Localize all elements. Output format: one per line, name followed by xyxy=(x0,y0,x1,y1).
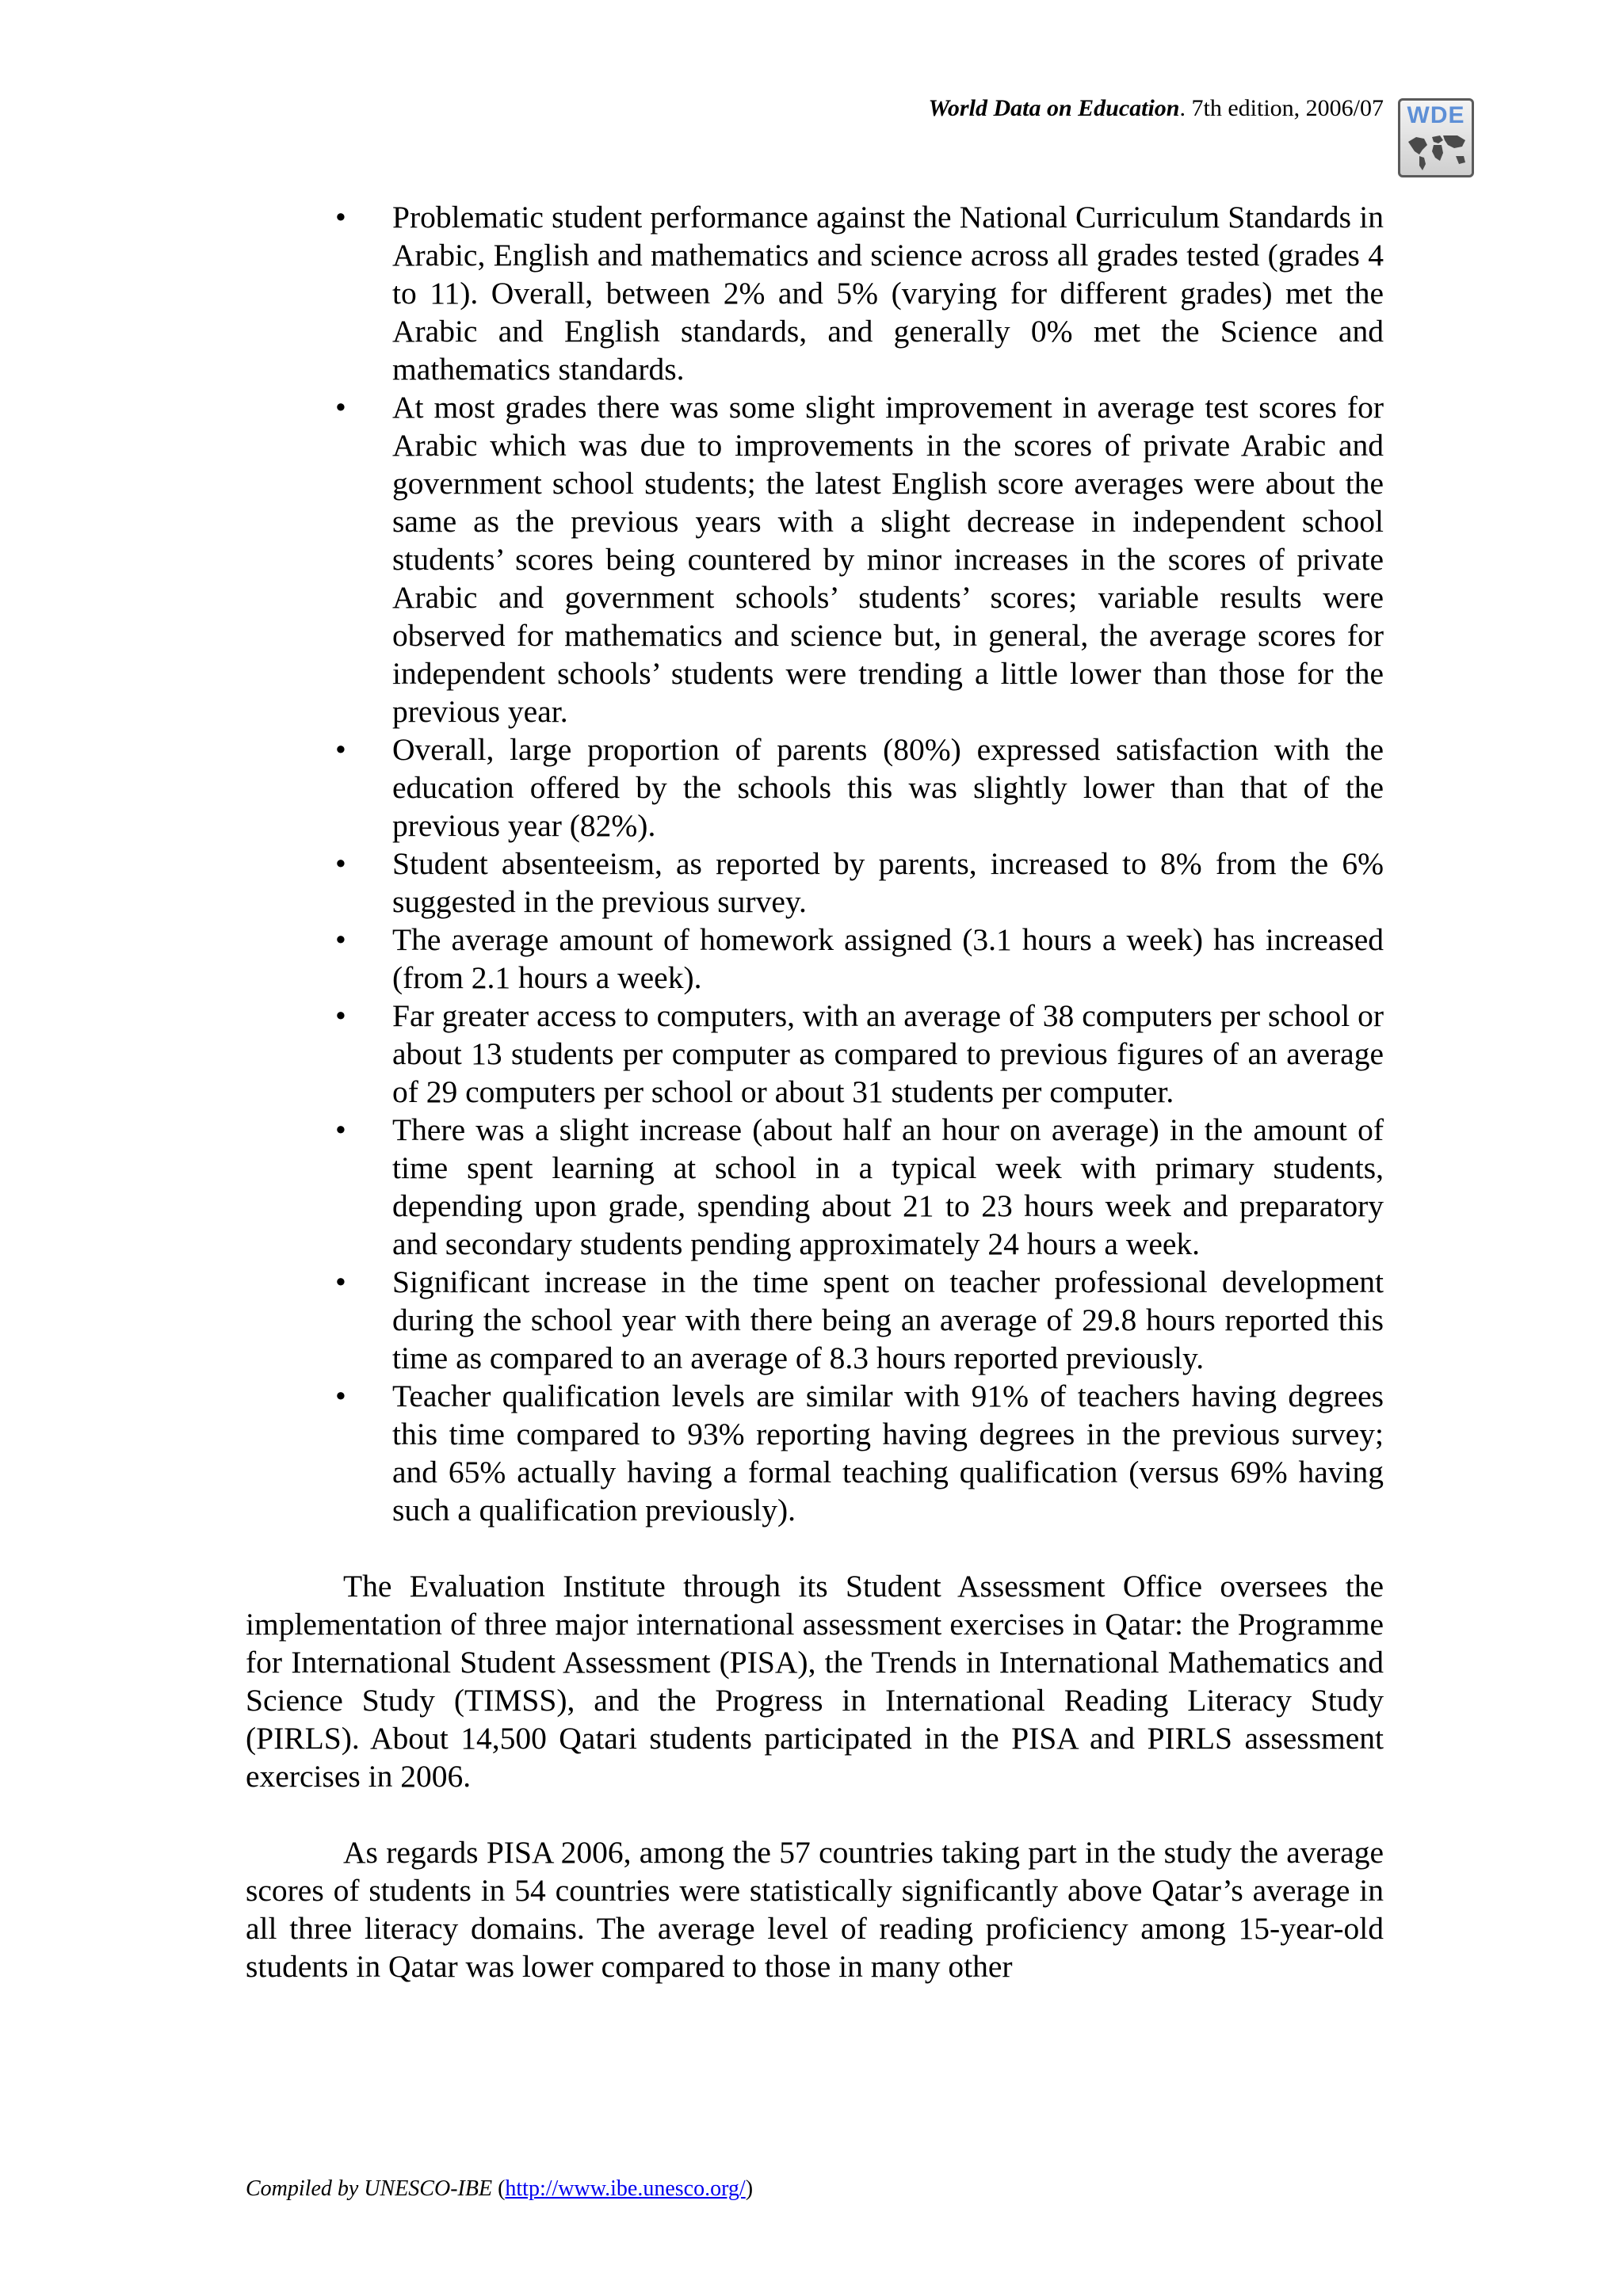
bullet-marker: • xyxy=(335,922,346,957)
bullet-marker: • xyxy=(335,1379,346,1413)
compiled-by-text: Compiled by UNESCO-IBE xyxy=(246,2176,493,2201)
bullet-marker: • xyxy=(335,732,346,767)
publication-title: World Data on Education xyxy=(928,95,1180,121)
logo-text: WDE xyxy=(1407,102,1465,128)
ibe-website-link[interactable]: http://www.ibe.unesco.org/ xyxy=(505,2176,746,2201)
list-item-text: At most grades there was some slight improvement in average test scores for Arabic which was due to improvements in the scores of private Arabic and government school students; the latest English score averages were about the same as the previous years with a slight decrease in independent school students’ scores being countered by minor increases in the scores of private Arabic and government schools’ students’ scores; variable results were observed for mathematics and science but, in general, the average scores for independent schools’ students were trending a little lower than those for the previous year. xyxy=(392,390,1384,729)
list-item-text: Significant increase in the time spent on teacher professional development during the school year with there being an average of 29.8 hours reported this time as compared to an average of 8.3 hours reported previously. xyxy=(392,1264,1384,1375)
paragraph-evaluation-institute: The Evaluation Institute through its Student Assessment Office oversees the implementation of three major international assessment exercises in Qatar: the Programme for International Student Assessment (PISA), the Trends in International Mathematics and Science Study (TIMSS), and the Progress in International Reading Literacy Study (PIRLS). About 14,500 Qatari students participated in the PISA and PIRLS assessment exercises in 2006. xyxy=(246,1569,1384,1794)
list-item-text: Student absenteeism, as reported by parents, increased to 8% from the 6% suggested in the previous survey. xyxy=(392,846,1384,919)
list-item xyxy=(246,921,1384,997)
list-item-text: Overall, large proportion of parents (80%) expressed satisfaction with the education offered by the schools this was slightly lower than that of the previous year (82%). xyxy=(392,732,1384,843)
list-item xyxy=(246,997,1384,1111)
list-item-text: The average amount of homework assigned (3.1 hours a week) has increased (from 2.1 hours a week). xyxy=(392,922,1384,995)
bullet-marker: • xyxy=(335,998,346,1033)
main-content xyxy=(246,198,1384,1985)
list-item-text: Teacher qualification levels are similar with 91% of teachers having degrees this time compared to 93% reporting having degrees in the previous survey; and 65% actually having a formal teaching qualification (versus 69% having such a qualification previously). xyxy=(392,1379,1384,1527)
bullet-marker: • xyxy=(335,390,346,425)
list-item-text: There was a slight increase (about half an hour on average) in the amount of time spent learning at school in a typical week with primary students, depending upon grade, spending about 21 to 23 hours week and preparatory and secondary students pending approximately 24 hours a week. xyxy=(392,1112,1384,1261)
footer-close-paren: ) xyxy=(745,2176,754,2201)
bullet-marker: • xyxy=(335,1264,346,1299)
list-item-text: Far greater access to computers, with an average of 38 computers per school or about 13 students per computer as compared to previous figures of an average of 29 computers per school or about 31 students per computer. xyxy=(392,998,1384,1109)
list-item-text: Problematic student performance against the National Curriculum Standards in Arabic, English and mathematics and science across all grades tested (grades 4 to 11). Overall, between 2% and 5% (varying for different grades) met the Arabic and English standards, and generally 0% met the Science and mathematics standards. xyxy=(392,200,1384,387)
list-item xyxy=(246,845,1384,921)
list-item xyxy=(246,730,1384,845)
list-item xyxy=(246,388,1384,730)
footer-open-paren: ( xyxy=(492,2176,506,2201)
list-item xyxy=(246,198,1384,388)
list-item xyxy=(246,1377,1384,1529)
wde-logo xyxy=(1398,98,1474,177)
page-footer xyxy=(246,2176,753,2203)
findings-list xyxy=(246,198,1384,1529)
world-map-icon xyxy=(1405,131,1468,172)
bullet-marker: • xyxy=(335,200,346,235)
bullet-marker: • xyxy=(335,846,346,881)
running-header xyxy=(244,93,1384,124)
bullet-marker: • xyxy=(335,1112,346,1147)
edition-info: . 7th edition, 2006/07 xyxy=(1179,95,1384,121)
list-item xyxy=(246,1111,1384,1263)
list-item xyxy=(246,1263,1384,1377)
paragraph-pisa-2006: As regards PISA 2006, among the 57 countries taking part in the study the average scores of students in 54 countries were statistically significantly above Qatar’s average in all three literacy domains. The average level of reading proficiency among 15-year-old students in Qatar was lower compared to those in many other xyxy=(246,1835,1384,1984)
